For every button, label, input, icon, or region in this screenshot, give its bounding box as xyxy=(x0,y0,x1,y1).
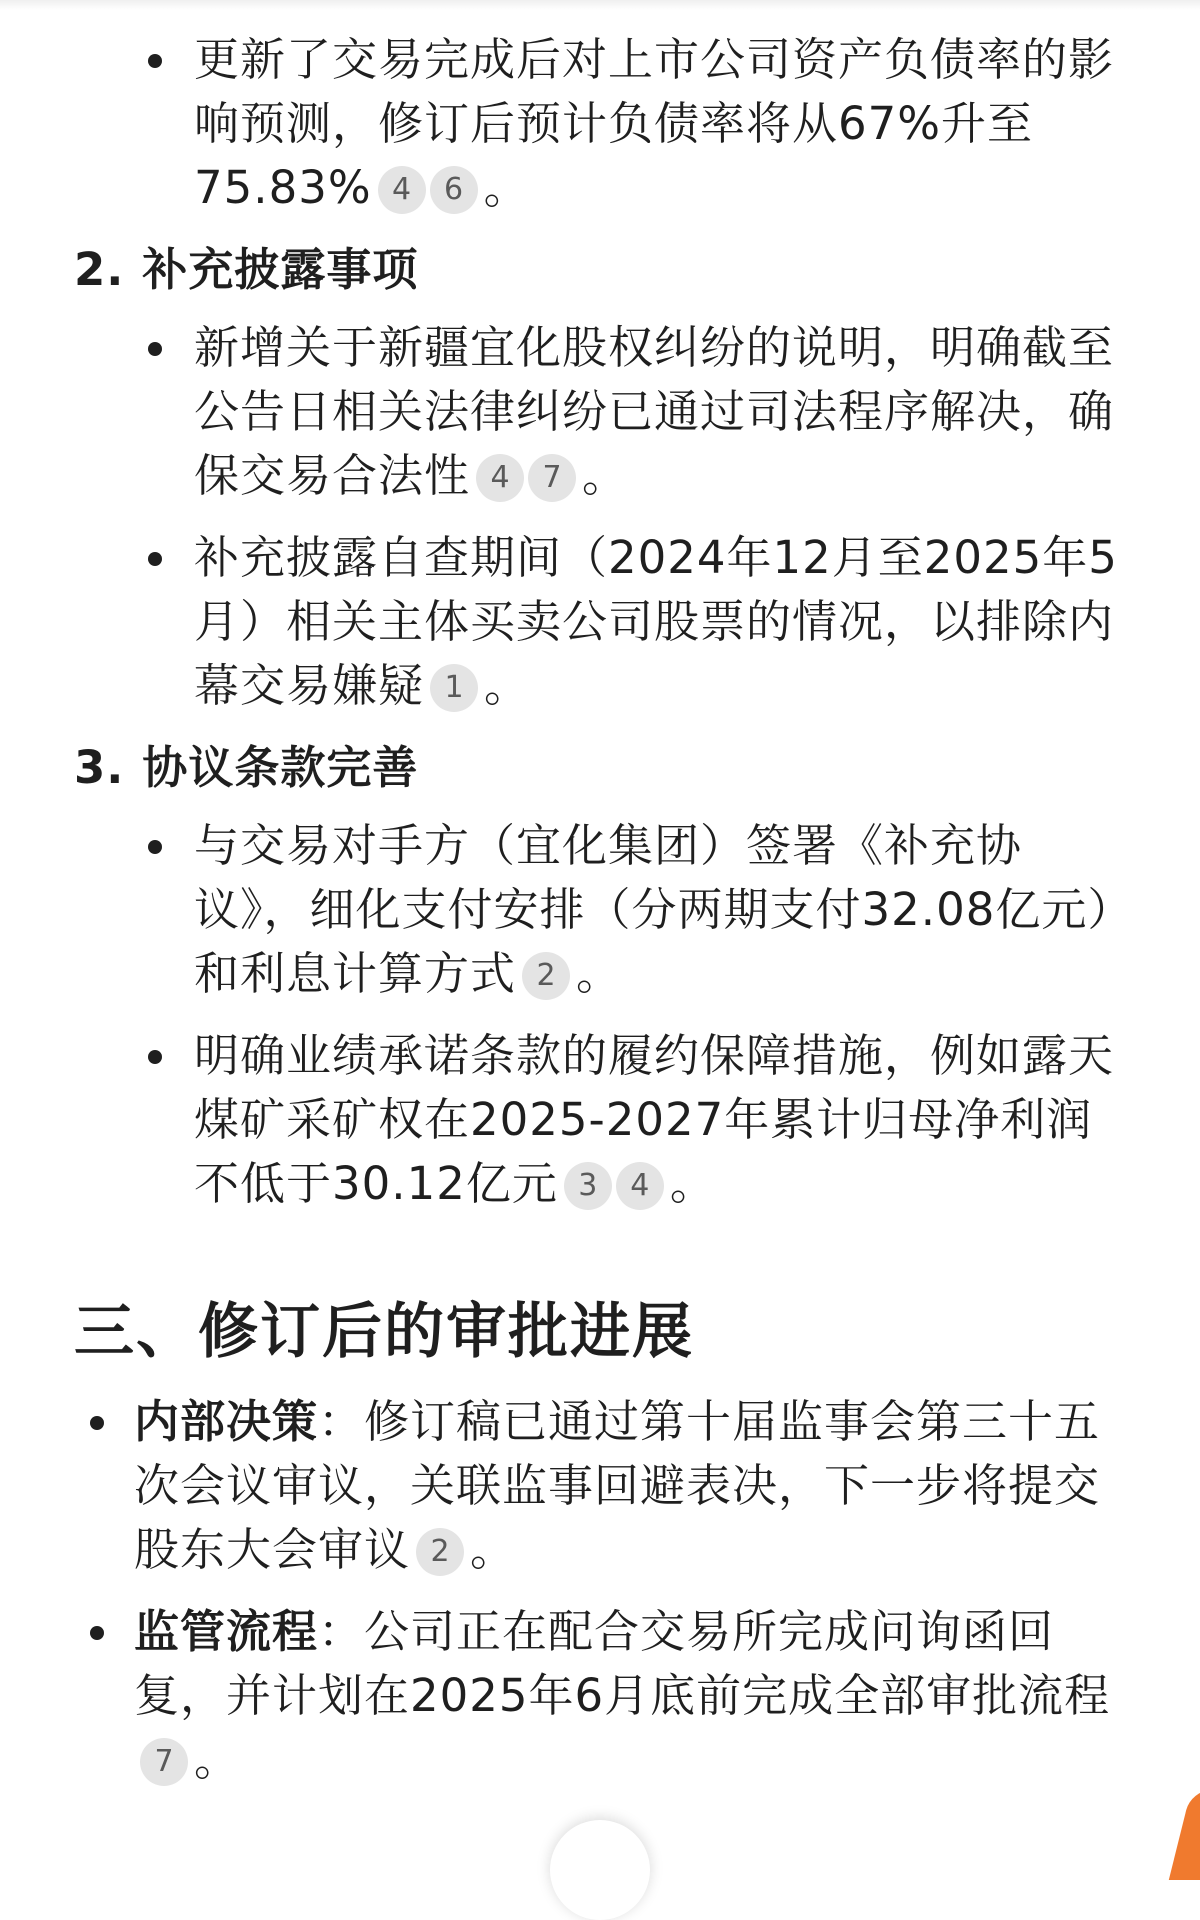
bullet-icon xyxy=(148,840,162,854)
list-item xyxy=(0,316,1200,508)
list-item xyxy=(0,814,1200,1006)
end-punctuation: 。 xyxy=(470,1523,517,1576)
end-punctuation: 。 xyxy=(669,1157,716,1210)
citation-badge[interactable]: 7 xyxy=(140,1738,188,1786)
end-punctuation: 。 xyxy=(484,659,531,712)
citation-badge[interactable]: 6 xyxy=(430,166,478,214)
section-number: 3. xyxy=(74,741,125,794)
list-item xyxy=(0,28,1200,220)
list-item xyxy=(0,1390,1200,1582)
section-heading-approval: 三、修订后的审批进展 xyxy=(74,1297,694,1367)
section-title: 补充披露事项 xyxy=(142,243,419,296)
bullet-icon xyxy=(148,54,162,68)
item-text: 与交易对手方（宜化集团）签署《补充协议》，细化支付安排（分两期支付32.08亿元）和利息计算方式 xyxy=(194,819,1111,1000)
bullet-icon xyxy=(90,1626,104,1640)
end-punctuation: 。 xyxy=(483,161,530,214)
bullet-icon xyxy=(90,1416,104,1430)
list-item xyxy=(0,1600,1200,1792)
sub-list-section3 xyxy=(0,814,1200,1216)
section-number: 2. xyxy=(74,243,125,296)
bullet-icon xyxy=(148,552,162,566)
item-lead: 监管流程 xyxy=(134,1605,319,1658)
item-text: 更新了交易完成后对上市公司资产负债率的影响预测，修订后预计负债率将从67%升至75.83% xyxy=(194,33,1115,214)
end-punctuation: 。 xyxy=(582,449,629,502)
section-3-heading xyxy=(0,736,1200,800)
sub-list-section1 xyxy=(0,28,1200,220)
item-text: 新增关于新疆宜化股权纠纷的说明，明确截至公告日相关法律纠纷已通过司法程序解决，确保交易合法性 xyxy=(194,321,1115,502)
end-punctuation: 。 xyxy=(194,1733,241,1786)
list-item xyxy=(0,526,1200,718)
scroll-to-bottom-button[interactable] xyxy=(550,1820,650,1920)
bullet-icon xyxy=(148,1050,162,1064)
citation-badge[interactable]: 7 xyxy=(528,454,576,502)
item-lead: 内部决策 xyxy=(134,1395,319,1448)
list-item xyxy=(0,1024,1200,1216)
citation-badge[interactable]: 1 xyxy=(430,664,478,712)
chat-content xyxy=(0,28,1200,1810)
citation-badge[interactable]: 4 xyxy=(378,166,426,214)
item-text: 明确业绩承诺条款的履约保障措施，例如露天煤矿采矿权在2025-2027年累计归母净利润不低于30.12亿元 xyxy=(194,1029,1115,1210)
citation-badge[interactable]: 3 xyxy=(564,1162,612,1210)
citation-badge[interactable]: 2 xyxy=(522,952,570,1000)
top-edge xyxy=(0,0,1200,10)
sub-list-section2 xyxy=(0,316,1200,718)
section-title: 协议条款完善 xyxy=(142,741,419,794)
bullet-icon xyxy=(148,342,162,356)
citation-badge[interactable]: 4 xyxy=(616,1162,664,1210)
citation-badge[interactable]: 2 xyxy=(416,1528,464,1576)
approval-list xyxy=(0,1390,1200,1792)
citation-badge[interactable]: 4 xyxy=(476,454,524,502)
item-text: ：修订稿已通过第十届监事会第三十五次会议审议，关联监事回避表决，下一步将提交股东大会审议 xyxy=(134,1395,1101,1576)
item-text: 补充披露自查期间（2024年12月至2025年5月）相关主体买卖公司股票的情况，以排除内幕交易嫌疑 xyxy=(194,531,1118,712)
end-punctuation: 。 xyxy=(576,947,623,1000)
section-2-heading xyxy=(0,238,1200,302)
item-text: ：公司正在配合交易所完成问询函回复，并计划在2025年6月底前完成全部审批流程 xyxy=(134,1605,1111,1722)
